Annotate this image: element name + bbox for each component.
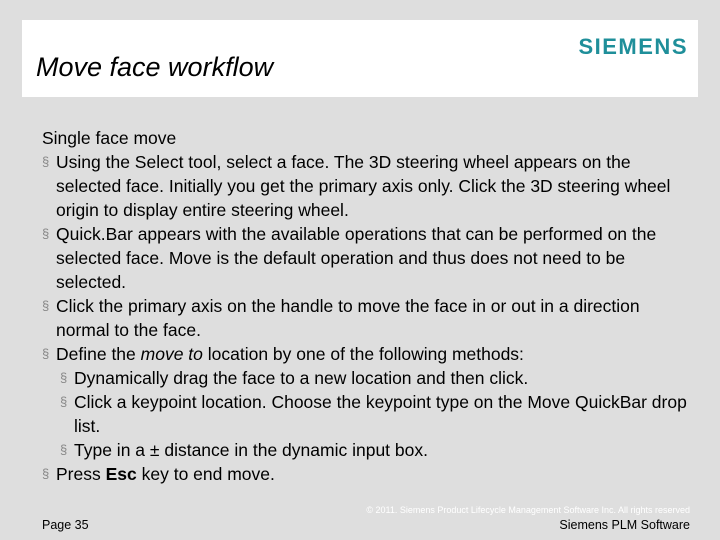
bullet-text: Quick.Bar appears with the available operations that can be performed on the selected face. Move is the default operation and thus does not need to be selected. bbox=[56, 224, 657, 292]
bullet-text: Type in a ± distance in the dynamic input box. bbox=[74, 440, 428, 460]
bullet-icon: § bbox=[42, 466, 50, 481]
bullet-icon: § bbox=[42, 298, 50, 313]
bullet-strong: Esc bbox=[105, 464, 137, 484]
bullet-item bbox=[42, 462, 692, 486]
bullet-item bbox=[42, 222, 692, 294]
bullet-icon: § bbox=[42, 226, 50, 241]
lead-text: Single face move bbox=[42, 128, 177, 148]
sub-bullet-item bbox=[42, 366, 692, 390]
bullet-emphasis: move to bbox=[140, 344, 203, 364]
slide-title: Move face workflow bbox=[36, 52, 274, 82]
bullet-icon: § bbox=[60, 394, 68, 409]
page-number: Page 35 bbox=[42, 518, 89, 532]
bullet-text-after: location by one of the following methods: bbox=[202, 344, 524, 364]
sub-bullet-item bbox=[42, 438, 692, 462]
footer-brand: Siemens PLM Software bbox=[559, 518, 690, 532]
bullet-icon: § bbox=[60, 442, 68, 457]
bullet-text: Click a keypoint location. Choose the keypoint type on the Move QuickBar drop list. bbox=[74, 392, 687, 436]
bullet-text-after: key to end move. bbox=[136, 464, 275, 484]
bullet-icon: § bbox=[42, 346, 50, 361]
bullet-icon: § bbox=[42, 154, 50, 169]
bullet-icon: § bbox=[60, 370, 68, 385]
bullet-item bbox=[42, 150, 692, 222]
copyright-notice: © 2011. Siemens Product Lifecycle Management Software Inc. All rights reserved bbox=[366, 505, 690, 515]
siemens-logo: SIEMENS bbox=[578, 34, 688, 59]
bullet-text: Click the primary axis on the handle to move the face in or out in a direction normal to the face. bbox=[56, 296, 640, 340]
bullet-text: Dynamically drag the face to a new location and then click. bbox=[74, 368, 529, 388]
slide-body bbox=[42, 126, 692, 486]
bullet-item bbox=[42, 294, 692, 342]
bullet-text-before: Define the bbox=[56, 344, 141, 364]
bullet-item bbox=[42, 342, 692, 366]
sub-bullet-item bbox=[42, 390, 692, 438]
bullet-text: Using the Select tool, select a face. The 3D steering wheel appears on the selected face. Initially you get the primary axis only. Click the 3D steering wheel origin to display entire steering wheel. bbox=[56, 152, 671, 220]
bullet-text-before: Press bbox=[56, 464, 106, 484]
slide-header bbox=[22, 20, 698, 97]
